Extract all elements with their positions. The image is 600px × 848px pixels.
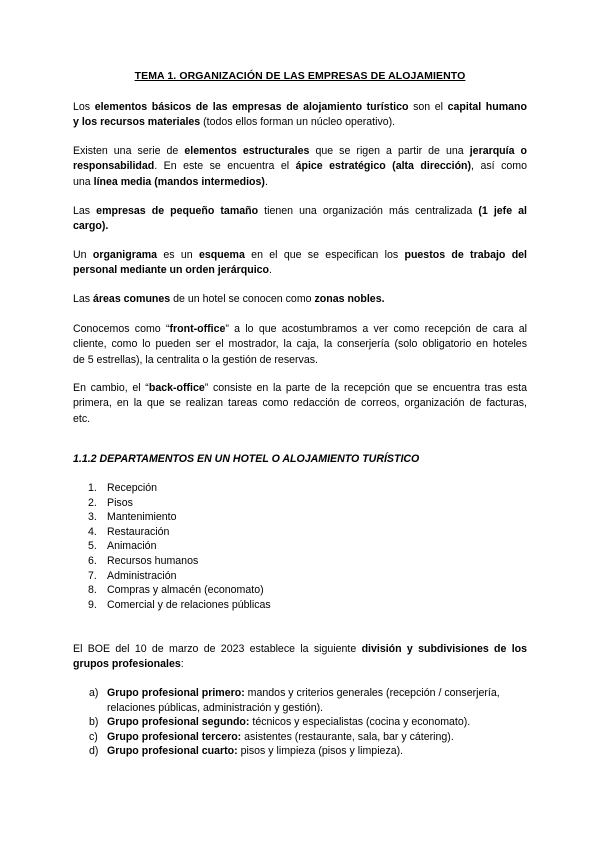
list-letter: c) — [89, 730, 98, 743]
text-span: El BOE del 10 de marzo de 2023 establece la siguiente — [73, 643, 362, 655]
bold-span: Grupo profesional segundo: — [107, 716, 250, 729]
bold-span: Grupo profesional primero: — [107, 687, 245, 699]
section-subheading: 1.1.2 DEPARTAMENTOS EN UN HOTEL O ALOJAMIENTO TURÍSTICO — [73, 453, 420, 465]
bold-span: zonas nobles. — [314, 293, 385, 305]
bold-span: grupos profesionales — [73, 658, 181, 671]
bold-span: front-office — [169, 323, 226, 335]
list-number: 4. — [88, 525, 97, 538]
text-span: Conocemos como “ — [73, 323, 170, 335]
list-number: 9. — [88, 598, 97, 611]
paragraph-line: primera, en la que se realizan tareas como redacción de correos, organización de facturas, — [73, 397, 527, 410]
list-item-text: Recursos humanos — [107, 554, 199, 567]
paragraph-elementos-basicos — [73, 100, 527, 131]
list-item-text: Mantenimiento — [107, 511, 177, 524]
bold-span: cargo). — [73, 220, 109, 233]
text-span: Las — [73, 293, 94, 305]
list-item — [73, 583, 271, 598]
professional-groups-list — [73, 686, 527, 759]
bold-span: empresas de pequeño tamaño — [96, 205, 259, 217]
list-item — [73, 539, 271, 554]
list-item — [73, 569, 271, 584]
list-item — [73, 686, 527, 715]
bold-span: áreas comunes — [93, 293, 171, 305]
list-item — [73, 744, 527, 759]
list-item-text: Compras y almacén (economato) — [107, 584, 264, 597]
text-span: . — [269, 264, 272, 277]
text-span: en el que se especifican los — [244, 249, 405, 261]
paragraph-line: de 5 estrellas), la centralita o la gestión de reservas. — [73, 353, 318, 366]
paragraph-line — [73, 292, 527, 307]
list-number: 8. — [88, 584, 97, 597]
bold-span: puestos de trabajo del — [404, 249, 527, 261]
paragraph-line: etc. — [73, 412, 91, 425]
list-item — [73, 554, 271, 569]
list-item — [73, 481, 271, 496]
text-span: En cambio, el “ — [73, 382, 149, 394]
list-letter: b) — [89, 716, 99, 729]
bold-span: elementos básicos de las empresas de alojamiento turístico — [94, 101, 409, 113]
bold-span: ápice estratégico (alta dirección) — [295, 160, 472, 173]
departments-list — [73, 481, 271, 612]
list-number: 5. — [88, 540, 97, 553]
bold-span: división y subdivisiones de los — [361, 643, 528, 655]
paragraph-elementos-estructurales — [73, 144, 527, 190]
text-span: . — [264, 175, 268, 188]
list-number: 7. — [88, 569, 97, 582]
list-item-text: asistentes (restaurante, sala, bar y cátering). — [241, 730, 454, 743]
paragraph-line — [73, 159, 527, 174]
paragraph-front-office — [73, 322, 527, 368]
paragraph-back-office — [73, 381, 527, 427]
paragraph-line — [73, 642, 527, 657]
list-item-text: Restauración — [107, 525, 170, 538]
paragraph-boe — [73, 642, 527, 673]
paragraph-line — [73, 322, 527, 337]
list-number: 2. — [88, 496, 97, 509]
bold-span: línea media (mandos intermedios) — [93, 175, 265, 188]
list-item — [73, 730, 527, 745]
paragraph-organigrama — [73, 248, 527, 279]
list-number: 1. — [88, 482, 97, 494]
paragraph-line — [73, 144, 527, 159]
list-item-text: Comercial y de relaciones públicas — [107, 598, 271, 611]
text-span: es un — [157, 249, 199, 261]
text-span: ” consiste en la parte de la recepción que se encuentra tras esta — [204, 382, 528, 394]
list-item — [73, 496, 271, 511]
bold-span: esquema — [198, 249, 245, 261]
text-span: . En este se encuentra el — [154, 160, 296, 173]
bold-span: jerarquía o — [469, 145, 528, 157]
list-item-text: relaciones públicas, administración y gestión). — [107, 701, 324, 714]
text-span: , así como — [471, 160, 527, 173]
list-item-text: técnicos y especialistas (cocina y economato). — [249, 716, 471, 729]
list-item — [73, 510, 271, 525]
list-item — [73, 598, 271, 613]
text-span: ” a lo que acostumbramos a ver como recepción de cara al — [225, 323, 527, 335]
bold-span: organigrama — [92, 249, 158, 261]
list-item-text: mandos y criterios generales (recepción / conserjería, — [244, 687, 500, 699]
text-span: Existen una serie de — [73, 145, 185, 157]
text-span: : — [180, 658, 184, 671]
bold-span: personal mediante un orden jerárquico — [73, 264, 270, 277]
bold-span: (1 jefe al — [478, 205, 528, 217]
paragraph-areas-comunes — [73, 292, 527, 307]
bold-span: y los recursos materiales — [73, 116, 201, 129]
page-title: TEMA 1. ORGANIZACIÓN DE LAS EMPRESAS DE ALOJAMIENTO — [134, 70, 466, 82]
list-item-text: Pisos — [107, 496, 133, 509]
list-letter: d) — [89, 745, 99, 758]
text-span: (todos ellos forman un núcleo operativo). — [200, 116, 396, 129]
list-item-text: Recepción — [107, 482, 158, 494]
text-span: Los — [73, 101, 95, 113]
list-item — [73, 525, 271, 540]
bold-span: elementos estructurales — [184, 145, 310, 157]
paragraph-line: cliente, como lo pueden ser el mostrador, la caja, la conserjería (solo obligatorio en hoteles — [73, 338, 527, 351]
bold-span: Grupo profesional tercero: — [107, 730, 242, 743]
text-span: Un — [73, 249, 93, 261]
paragraph-line — [73, 657, 527, 672]
list-number: 6. — [88, 554, 97, 567]
paragraph-line — [73, 115, 527, 130]
paragraph-line — [73, 248, 527, 263]
text-span: son el — [408, 101, 448, 113]
list-item-text: Administración — [107, 569, 177, 582]
text-span: Las — [73, 205, 97, 217]
list-item-text: pisos y limpieza (pisos y limpieza). — [237, 745, 404, 758]
paragraph-line — [73, 381, 527, 396]
text-span: que se rigen a partir de una — [309, 145, 470, 157]
paragraph-line — [73, 263, 527, 278]
bold-span: Grupo profesional cuarto: — [107, 745, 238, 758]
list-item-text: Animación — [107, 540, 157, 553]
paragraph-line — [73, 219, 527, 234]
bold-span: capital humano — [447, 101, 527, 113]
text-span: tienen una organización más centralizada — [258, 205, 479, 217]
paragraph-line — [73, 175, 527, 190]
list-letter: a) — [89, 687, 99, 699]
paragraph-line — [73, 204, 527, 219]
paragraph-line — [73, 100, 527, 115]
list-number: 3. — [88, 511, 97, 524]
bold-span: back-office — [148, 382, 205, 394]
text-span: una — [73, 175, 94, 188]
bold-span: responsabilidad — [73, 160, 155, 173]
text-span: de un hotel se conocen como — [170, 293, 315, 305]
paragraph-empresas-pequenas — [73, 204, 527, 235]
list-item — [73, 715, 527, 730]
